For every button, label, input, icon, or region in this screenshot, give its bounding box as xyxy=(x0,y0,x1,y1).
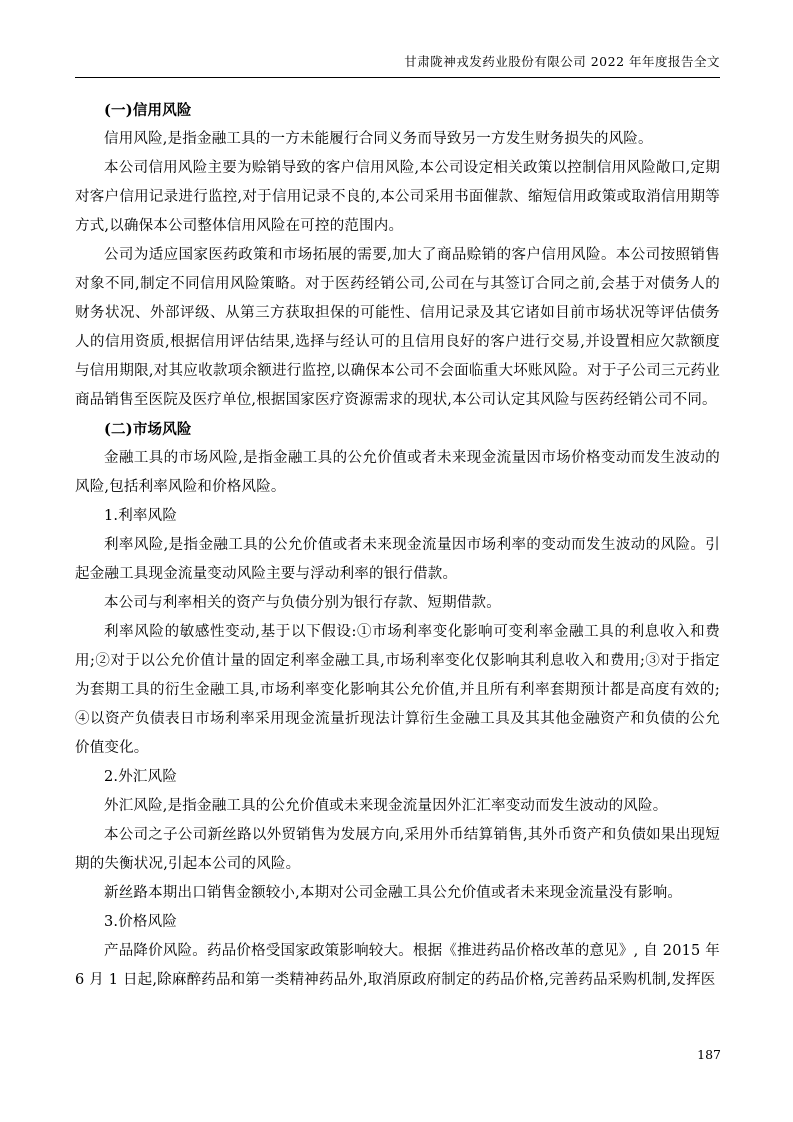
subsection-heading: 1.利率风险 xyxy=(104,508,178,524)
body-paragraph: 本公司之子公司新丝路以外贸销售为发展方向,采用外币结算销售,其外币资产和负债如果出现短期的失衡状况,引起本公司的风险。 xyxy=(75,827,720,872)
report-title: 甘肃陇神戎发药业股份有限公司 2022 年年度报告全文 xyxy=(404,54,720,69)
section-heading: (二)市场风险 xyxy=(104,421,192,438)
page-number: 187 xyxy=(697,1047,721,1062)
body-paragraph: 利率风险,是指金融工具的公允价值或者未来现金流量因市场利率的变动而发生波动的风险。引起金融工具现金流量变动风险主要与浮动利率的银行借款。 xyxy=(75,537,720,582)
body-paragraph: 外汇风险,是指金融工具的公允价值或未来现金流量因外汇汇率变动而发生波动的风险。 xyxy=(104,798,668,814)
body-paragraph: 金融工具的市场风险,是指金融工具的公允价值或者未来现金流量因市场价格变动而发生波动的风险,包括利率风险和价格风险。 xyxy=(75,450,720,495)
body-paragraph: 利率风险的敏感性变动,基于以下假设:①市场利率变化影响可变利率金融工具的利息收入和费用;②对于以公允价值计量的固定利率金融工具,市场利率变化仅影响其利息收入和费用;③对于指定为套期工具的衍生金融工具,市场利率变化影响其公允价值,并且所有利率套期预计都是高度有效的;④以资产负债表日市场利率采用现金流量折现法计算衍生金融工具及其其他金融资产和负债的公允价值变化。 xyxy=(75,624,720,756)
subsection-heading: 3.价格风险 xyxy=(104,914,178,930)
subsection-heading: 2.外汇风险 xyxy=(104,769,178,785)
body-paragraph: 本公司与利率相关的资产与负债分别为银行存款、短期借款。 xyxy=(104,595,501,611)
body-paragraph: 信用风险,是指金融工具的一方未能履行合同义务而导致另一方发生财务损失的风险。 xyxy=(104,131,653,147)
section-heading: (一)信用风险 xyxy=(104,102,192,119)
page-header xyxy=(75,52,720,78)
body-paragraph: 产品降价风险。药品价格受国家政策影响较大。根据《推进药品价格改革的意见》, 自 2015 年 6 月 1 日起,除麻醉药品和第一类精神药品外,取消原政府制定的药品价格,完善药品采购机制,发挥医 xyxy=(75,943,720,988)
document-body xyxy=(75,96,720,995)
body-paragraph: 本公司信用风险主要为赊销导致的客户信用风险,本公司设定相关政策以控制信用风险敞口,定期对客户信用记录进行监控,对于信用记录不良的,本公司采用书面催款、缩短信用政策或取消信用期等方式,以确保本公司整体信用风险在可控的范围内。 xyxy=(75,160,720,234)
body-paragraph: 新丝路本期出口销售金额较小,本期对公司金融工具公允价值或者未来现金流量没有影响。 xyxy=(104,885,683,901)
body-paragraph: 公司为适应国家医药政策和市场拓展的需要,加大了商品赊销的客户信用风险。本公司按照销售对象不同,制定不同信用风险策略。对于医药经销公司,公司在与其签订合同之前,会基于对债务人的财务状况、外部评级、从第三方获取担保的可能性、信用记录及其它诸如目前市场状况等评估债务人的信用资质,根据信用评估结果,选择与经认可的且信用良好的客户进行交易,并设置相应欠款额度与信用期限,对其应收款项余额进行监控,以确保本公司不会面临重大坏账风险。对于子公司三元药业商品销售至医院及医疗单位,根据国家医疗资源需求的现状,本公司认定其风险与医药经销公司不同。 xyxy=(75,247,720,408)
